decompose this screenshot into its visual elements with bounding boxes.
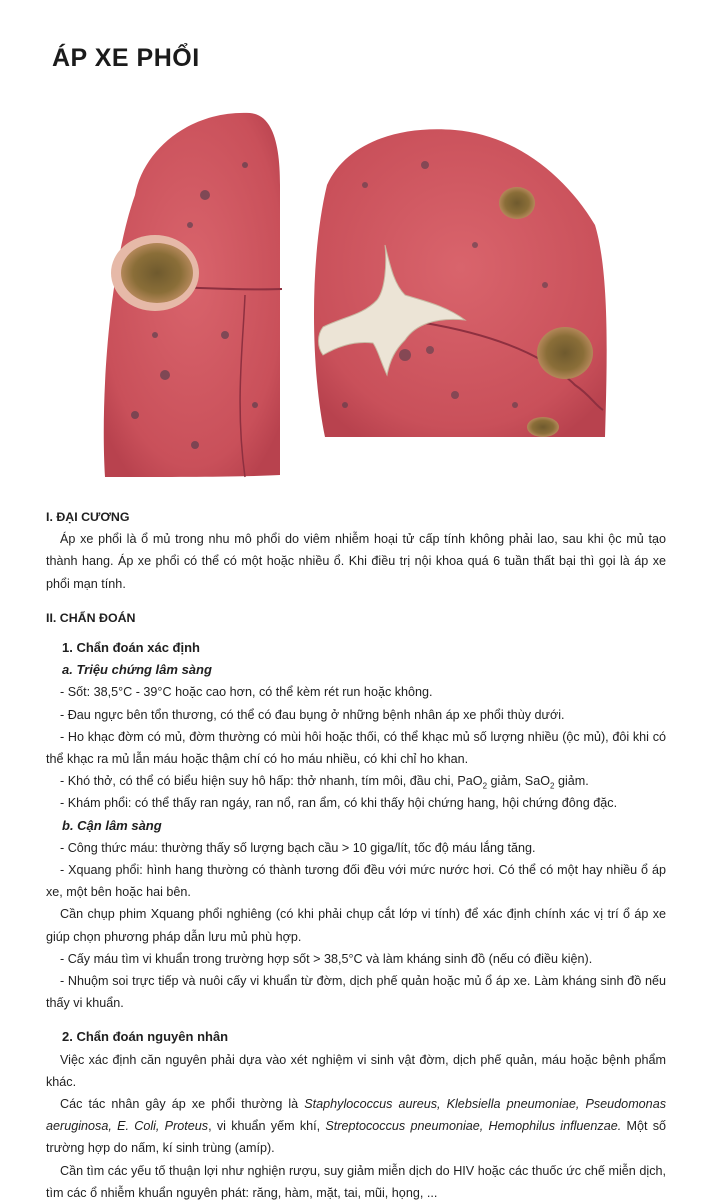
- left-abscess-core: [121, 243, 193, 303]
- paragraph-nguyen-nhan-1: Việc xác định căn nguyên phải dựa vào xét nghiệm vi sinh vật đờm, dịch phế quản, máu hoặc bệnh phẩm khác.: [46, 1052, 666, 1089]
- right-lung-shape: [314, 129, 607, 437]
- paragraph-dai-cuong: Áp xe phổi là ổ mủ trong nhu mô phổi do viêm nhiễm hoại tử cấp tính không phải lao, sau khi ộc mủ tạo thành hang. Áp xe phổi có thể có một hoặc nhiều ổ. Khi điều trị nội khoa quá 6 tuần thất bại thì gọi là áp xe phổi mạn tính.: [46, 532, 666, 591]
- paragraph-nguyen-nhan-3: Cần tìm các yếu tố thuận lợi như nghiện rượu, suy giảm miễn dịch do HIV hoặc các thuốc ức chế miễn dịch, tìm các ổ nhiễm khuẩn nguyên phát: răng, hàm, mặt, tai, mũi, họng, ...: [46, 1163, 666, 1200]
- list-item-kho-tho: - Khó thở, có thể có biểu hiện suy hô hấp: thở nhanh, tím môi, đầu chi, PaO$_2$ giảm, SaO$_2$ giảm.: [60, 774, 589, 791]
- section-heading-dai-cuong: I. ĐẠI CƯƠNG: [46, 510, 130, 524]
- sub-heading-lam-sang: a. Triệu chứng lâm sàng: [62, 662, 212, 678]
- list-item-sot: - Sốt: 38,5°C - 39°C hoặc cao hơn, có thể kèm rét run hoặc không.: [60, 685, 433, 700]
- sub-heading-can-lam-sang: b. Cận lâm sàng: [62, 817, 162, 833]
- right-abscess-bottom-icon: [527, 417, 559, 437]
- lung-abscess-illustration-icon: [95, 105, 620, 480]
- paragraph-tac-nhan: Các tác nhân gây áp xe phổi thường là Staphylococcus aureus, Klebsiella pneumoniae, Pseudomonas aeruginosa, E. Coli, Proteus, vi khuẩn yếm khí, Streptococcus pneumoniae, Hemophilus influenzae. Một số trường hợp do nấm, kí sinh trùng (amíp).: [46, 1097, 667, 1156]
- list-item-nhuom-soi: - Nhuộm soi trực tiếp và nuôi cấy vi khuẩn từ đờm, dịch phế quản hoặc mủ ổ áp xe. Làm kháng sinh đồ nếu thấy vi khuẩn.: [46, 974, 666, 1011]
- sub-heading-nguyen-nhan: 2. Chẩn đoán nguyên nhân: [62, 1029, 229, 1045]
- section-heading-chan-doan: II. CHẨN ĐOÁN: [46, 610, 136, 625]
- sub-heading-xac-dinh: 1. Chẩn đoán xác định: [62, 640, 200, 656]
- list-item-kham-phoi: - Khám phổi: có thể thấy ran ngáy, ran nổ, ran ẩm, có khi thấy hội chứng hang, hội chứng đông đặc.: [60, 796, 618, 811]
- list-item-dau-nguc: - Đau ngực bên tổn thương, có thể có đau bụng ở những bệnh nhân áp xe phổi thùy dưới.: [60, 707, 565, 722]
- right-abscess-upper-icon: [499, 187, 535, 219]
- list-item-cay-mau: - Cấy máu tìm vi khuẩn trong trường hợp sốt > 38,5°C và làm kháng sinh đồ (nếu có điều kiện).: [60, 951, 593, 966]
- list-item-ho-khac: - Ho khạc đờm có mủ, đờm thường có mùi hôi hoặc thối, có thể khạc mủ số lượng nhiều (ộc mủ), đôi khi có thể khạc ra mủ lẫn máu hoặc thậm chí có ho máu nhiều, có khi chỉ ho khan.: [46, 729, 666, 767]
- page-title: ÁP XE PHỔI: [52, 44, 200, 72]
- document-body: [46, 506, 666, 1204]
- list-item-xquang: - Xquang phổi: hình hang thường có thành tương đối đều với mức nước hơi. Có thể có một hay nhiều ổ áp xe, một bên hoặc hai bên.: [46, 863, 666, 900]
- list-item-cong-thuc-mau: - Công thức máu: thường thấy số lượng bạch cầu > 10 giga/lít, tốc độ máu lắng tăng.: [60, 840, 536, 855]
- list-item-chup-phim: Cần chụp phim Xquang phổi nghiêng (có khi phải chụp cắt lớp vi tính) để xác định chính xác vị trí ổ áp xe giúp chọn phương pháp dẫn lưu mủ phù hợp.: [46, 907, 666, 944]
- right-abscess-lower-icon: [537, 327, 593, 379]
